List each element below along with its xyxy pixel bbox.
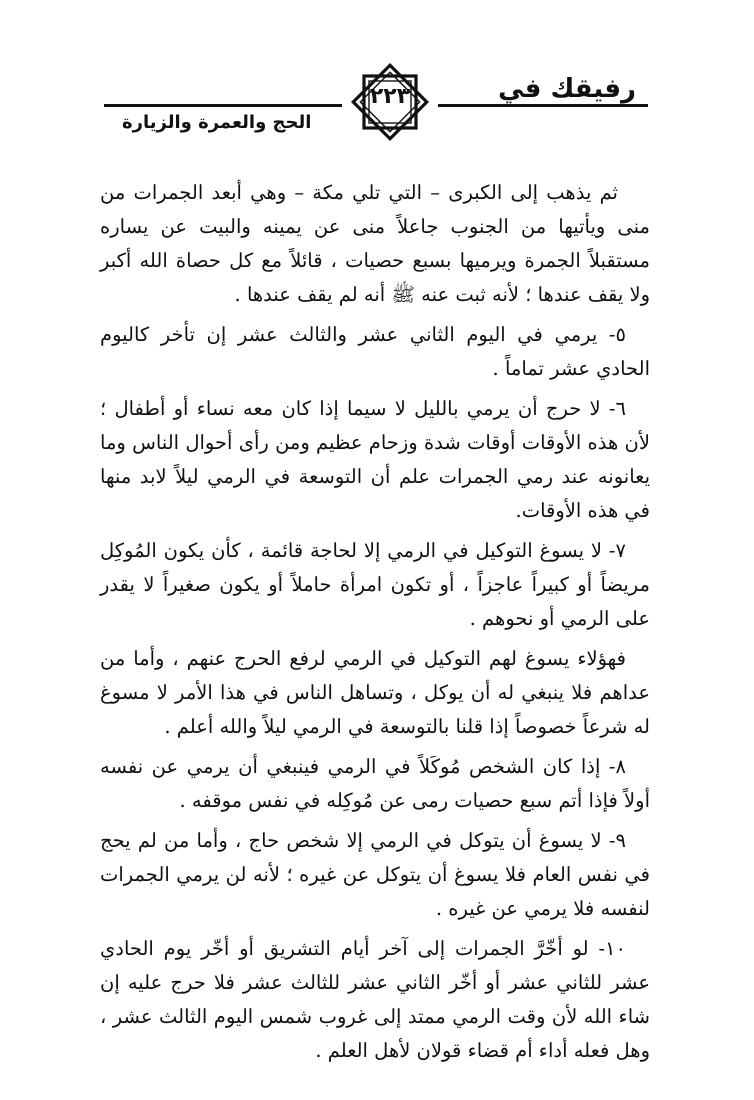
running-title-right: رفيقك في <box>498 74 636 104</box>
paragraph: ثم يذهب إلى الكبرى – التي تلي مكة – وهي أبعد الجمرات من منى ويأتيها من الجنوب جاعلاً منى عن يمينه والبيت عن يساره مستقبلاً الجمرة ويرميها بسبع حصيات ، قائلاً مع كل حصاة الله أكبر ولا يقف عندها ؛ لأنه ثبت عنه ﷺ أنه لم يقف عندها . <box>100 181 650 306</box>
paragraph: ٥- يرمي في اليوم الثاني عشر والثالث عشر إن تأخر كاليوم الحادي عشر تماماً . <box>100 323 650 380</box>
paragraph: ٩- لا يسوغ أن يتوكل في الرمي إلا شخص حاج ، وأما من لم يحج في نفس العام فلا يسوغ أن يتوكل عن غيره ؛ لأنه لن يرمي الجمرات لنفسه فلا يرمي عن غيره . <box>100 829 650 920</box>
page-number: ٢٢٣ <box>369 84 411 109</box>
paragraph: ٧- لا يسوغ التوكيل في الرمي إلا لحاجة قائمة ، كأن يكون المُوكِل مريضاً أو كبيراً عاجزاً ، أو تكون امرأة حاملاً أو يكون صغيراً لا يقدر على الرمي أو نحوهم . <box>100 539 650 630</box>
paragraph: فهؤلاء يسوغ لهم التوكيل في الرمي لرفع الحرج عنهم ، وأما من عداهم فلا ينبغي له أن يوكل ، وتساهل الناس في هذا الأمر لا مسوغ له شرعاً خصوصاً إذا قلنا بالتوسعة في الرمي ليلاً والله أعلم . <box>100 647 650 738</box>
running-title-left: الحج والعمرة والزيارة <box>122 112 312 133</box>
body-text <box>100 176 650 1074</box>
paragraph: ٨- إذا كان الشخص مُوكَلاً في الرمي فينبغي أن يرمي عن نفسه أولاً فإذا أتم سبع حصيات رمى عن مُوكِله في نفس موقفه . <box>100 755 650 812</box>
paragraph: ١٠- لو أخّرَّ الجمرات إلى آخر أيام التشريق أو أخّر يوم الحادي عشر للثاني عشر أو أخّر الثاني عشر للثالث عشر فلا حرج عليه إن شاء الله لأن وقت الرمي ممتد إلى غروب شمس اليوم الثالث عشر ، وهل فعله أداء أم قضاء قولان لأهل العلم . <box>100 937 650 1062</box>
paragraph: ٦- لا حرج أن يرمي بالليل لا سيما إذا كان معه نساء أو أطفال ؛ لأن هذه الأوقات أوقات شدة وزحام عظيم ومن رأى أحوال الناس وما يعانونه عند رمي الجمرات علم أن التوسعة في الرمي ليلاً لابد منها في هذه الأوقات. <box>100 397 650 522</box>
page-header <box>0 0 754 150</box>
